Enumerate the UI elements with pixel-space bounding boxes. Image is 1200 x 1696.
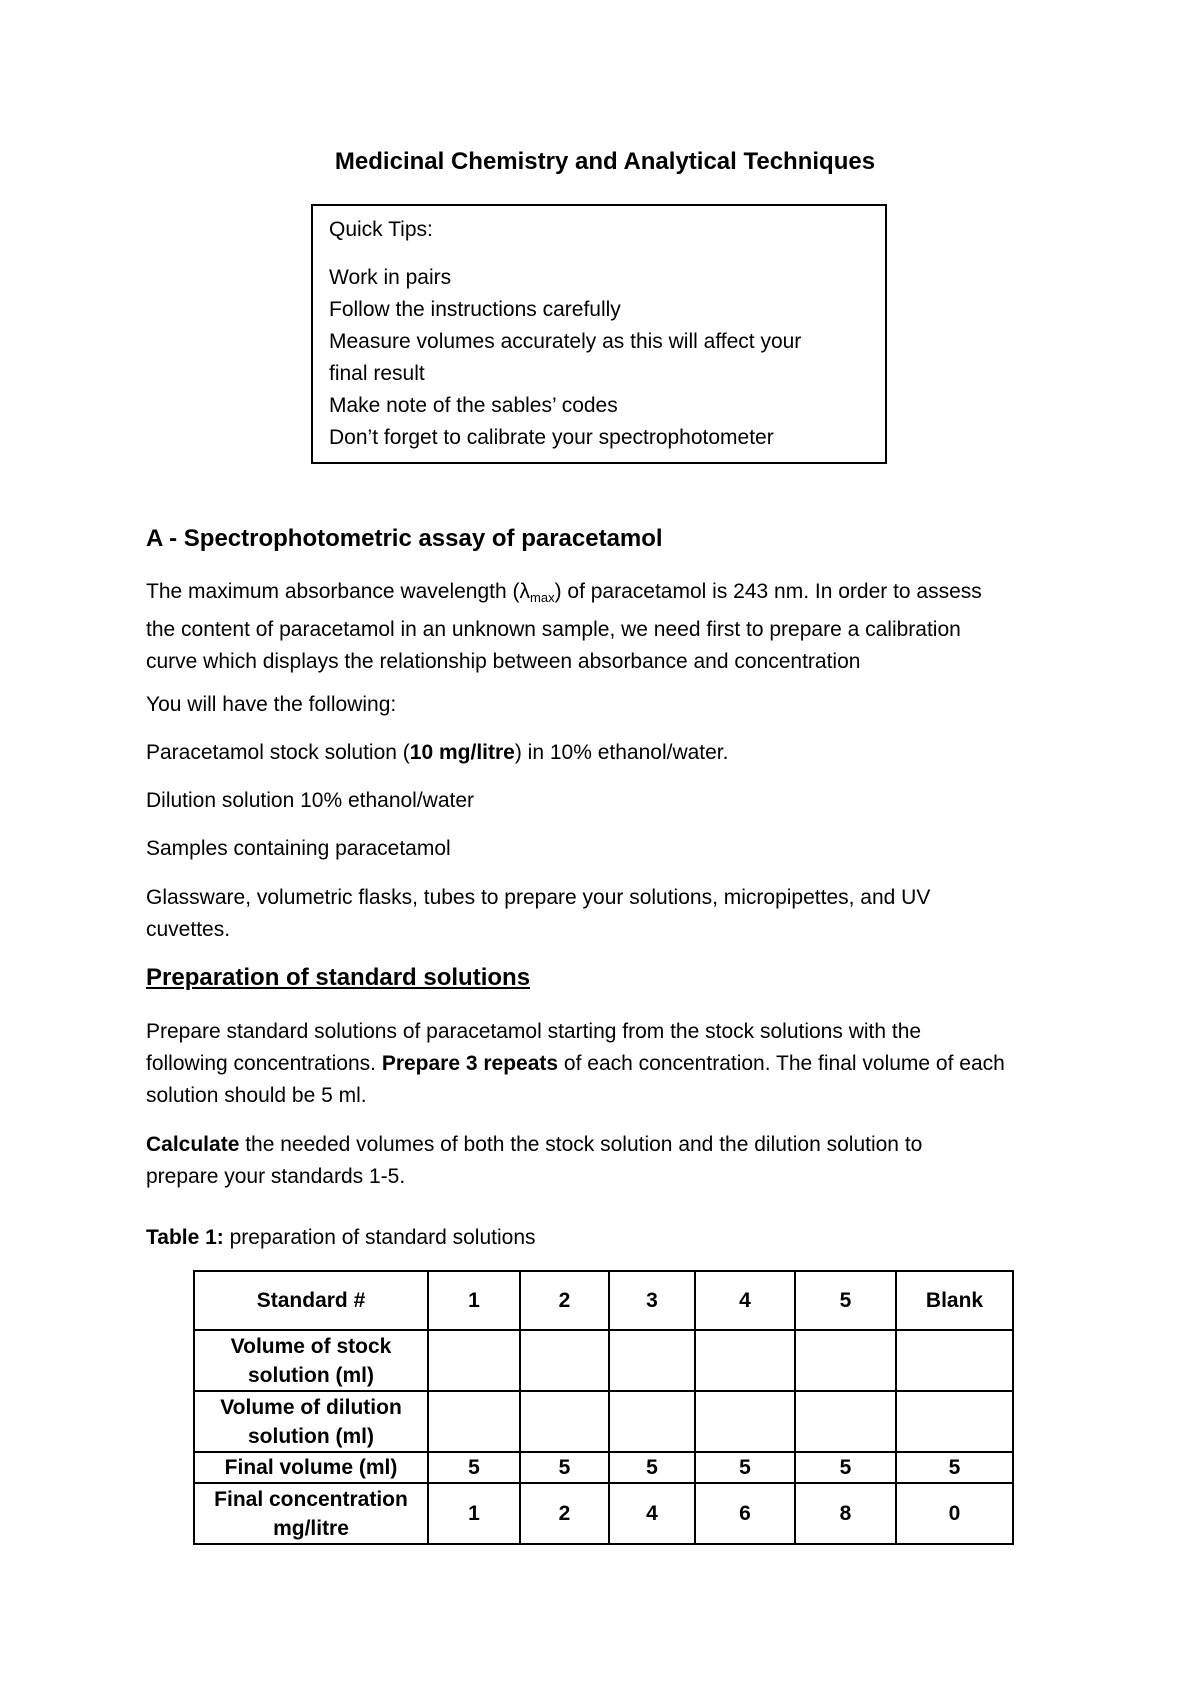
- glassware-line-2: cuvettes.: [146, 918, 231, 941]
- preparation-text: of each concentration. The final volume of each: [558, 1052, 1005, 1075]
- stock-solution-line: [146, 737, 1086, 769]
- preparation-line-3: solution should be 5 ml.: [146, 1084, 367, 1107]
- table-cell-empty: [609, 1330, 695, 1391]
- table-cell-empty: [896, 1391, 1013, 1452]
- quick-tips-box: [311, 204, 887, 464]
- table-cell-empty: [896, 1330, 1013, 1391]
- intro-paragraph: [146, 576, 1086, 678]
- table-cell: 5: [520, 1452, 609, 1483]
- table-cell: 5: [695, 1452, 795, 1483]
- table-row: [194, 1483, 1013, 1544]
- dilution-line: Dilution solution 10% ethanol/water: [146, 789, 475, 812]
- row-label-stock-volume: Volume of stock solution (ml): [194, 1330, 428, 1391]
- row-label-final-volume: Final volume (ml): [194, 1452, 428, 1483]
- tip-line: Follow the instructions carefully: [329, 298, 621, 321]
- row-label-final-concentration: Final concentration mg/litre: [194, 1483, 428, 1544]
- table-cell: 1: [428, 1483, 520, 1544]
- table-cell-empty: [609, 1391, 695, 1452]
- preparation-text: following concentrations.: [146, 1052, 382, 1075]
- tip-line: Make note of the sables’ codes: [329, 394, 618, 417]
- calculate-line-1: [146, 1129, 1086, 1161]
- lambda-subscript: max: [530, 590, 555, 605]
- table-cell: 6: [695, 1483, 795, 1544]
- table-header-cell: 3: [609, 1271, 695, 1330]
- tip-line: final result: [329, 362, 425, 385]
- intro-line-3: curve which displays the relationship between absorbance and concentration: [146, 650, 861, 673]
- have-following-line: You will have the following:: [146, 693, 397, 716]
- intro-line-2: the content of paracetamol in an unknown sample, we need first to prepare a calibration: [146, 618, 961, 641]
- table-cell-empty: [520, 1391, 609, 1452]
- table-caption-text: preparation of standard solutions: [223, 1226, 536, 1249]
- table-header-cell: Standard #: [194, 1271, 428, 1330]
- table-header-cell: 4: [695, 1271, 795, 1330]
- table-row: [194, 1452, 1013, 1483]
- table-cell: 5: [428, 1452, 520, 1483]
- stock-concentration: 10 mg/litre: [409, 741, 515, 764]
- intro-text: ) of paracetamol is 243 nm. In order to assess: [554, 580, 982, 603]
- table-cell-empty: [520, 1330, 609, 1391]
- calculate-paragraph: [146, 1129, 1086, 1193]
- table-header-row: [194, 1271, 1013, 1330]
- document-title: Medicinal Chemistry and Analytical Techniques: [334, 148, 876, 175]
- calculate-line-2: prepare your standards 1-5.: [146, 1165, 406, 1188]
- calculate-text: the needed volumes of both the stock solution and the dilution solution to: [239, 1133, 923, 1156]
- intro-text: The maximum absorbance wavelength (λ: [146, 580, 531, 603]
- standards-table: [193, 1270, 1014, 1545]
- section-a-heading: A - Spectrophotometric assay of paracetamol: [146, 525, 663, 552]
- stock-text: Paracetamol stock solution (: [146, 741, 410, 764]
- stock-text: ) in 10% ethanol/water.: [514, 741, 729, 764]
- table-cell: 5: [795, 1452, 896, 1483]
- table-cell-empty: [428, 1391, 520, 1452]
- table-row: [194, 1330, 1013, 1391]
- tip-line: Measure volumes accurately as this will affect your: [329, 330, 802, 353]
- samples-line: Samples containing paracetamol: [146, 837, 451, 860]
- table-cell: 0: [896, 1483, 1013, 1544]
- have-following-text: [146, 689, 1086, 721]
- preparation-heading: Preparation of standard solutions: [146, 964, 531, 991]
- tip-line: Don’t forget to calibrate your spectrophotometer: [329, 426, 774, 449]
- intro-line-1: [146, 576, 1086, 614]
- preparation-paragraph: [146, 1016, 1086, 1112]
- preparation-line-2: [146, 1048, 1086, 1080]
- table-caption: [146, 1223, 536, 1253]
- table-cell-empty: [695, 1391, 795, 1452]
- glassware-line-1: Glassware, volumetric flasks, tubes to prepare your solutions, micropipettes, and UV: [146, 886, 931, 909]
- table-header-cell: 2: [520, 1271, 609, 1330]
- table-cell: 5: [896, 1452, 1013, 1483]
- table-row: [194, 1391, 1013, 1452]
- table-cell: 8: [795, 1483, 896, 1544]
- table-cell-empty: [795, 1391, 896, 1452]
- preparation-line-1: Prepare standard solutions of paracetamol starting from the stock solutions with the: [146, 1020, 922, 1043]
- table-cell-empty: [695, 1330, 795, 1391]
- calculate-emphasis: Calculate: [146, 1133, 240, 1156]
- table-header-cell: Blank: [896, 1271, 1013, 1330]
- table-header-cell: 5: [795, 1271, 896, 1330]
- table-cell: 4: [609, 1483, 695, 1544]
- repeats-emphasis: Prepare 3 repeats: [381, 1052, 559, 1075]
- table-cell: 5: [609, 1452, 695, 1483]
- table-cell-empty: [428, 1330, 520, 1391]
- samples-text: [146, 833, 1086, 865]
- table-cell-empty: [795, 1330, 896, 1391]
- glassware-text: [146, 882, 1086, 946]
- table-header-cell: 1: [428, 1271, 520, 1330]
- table-caption-label: Table 1:: [146, 1226, 224, 1249]
- dilution-solution-text: [146, 785, 1086, 817]
- table-cell: 2: [520, 1483, 609, 1544]
- stock-solution-text: [146, 737, 1086, 769]
- tip-line: Work in pairs: [329, 266, 452, 289]
- quick-tips-heading: Quick Tips:: [329, 218, 433, 241]
- row-label-dilution-volume: Volume of dilution solution (ml): [194, 1391, 428, 1452]
